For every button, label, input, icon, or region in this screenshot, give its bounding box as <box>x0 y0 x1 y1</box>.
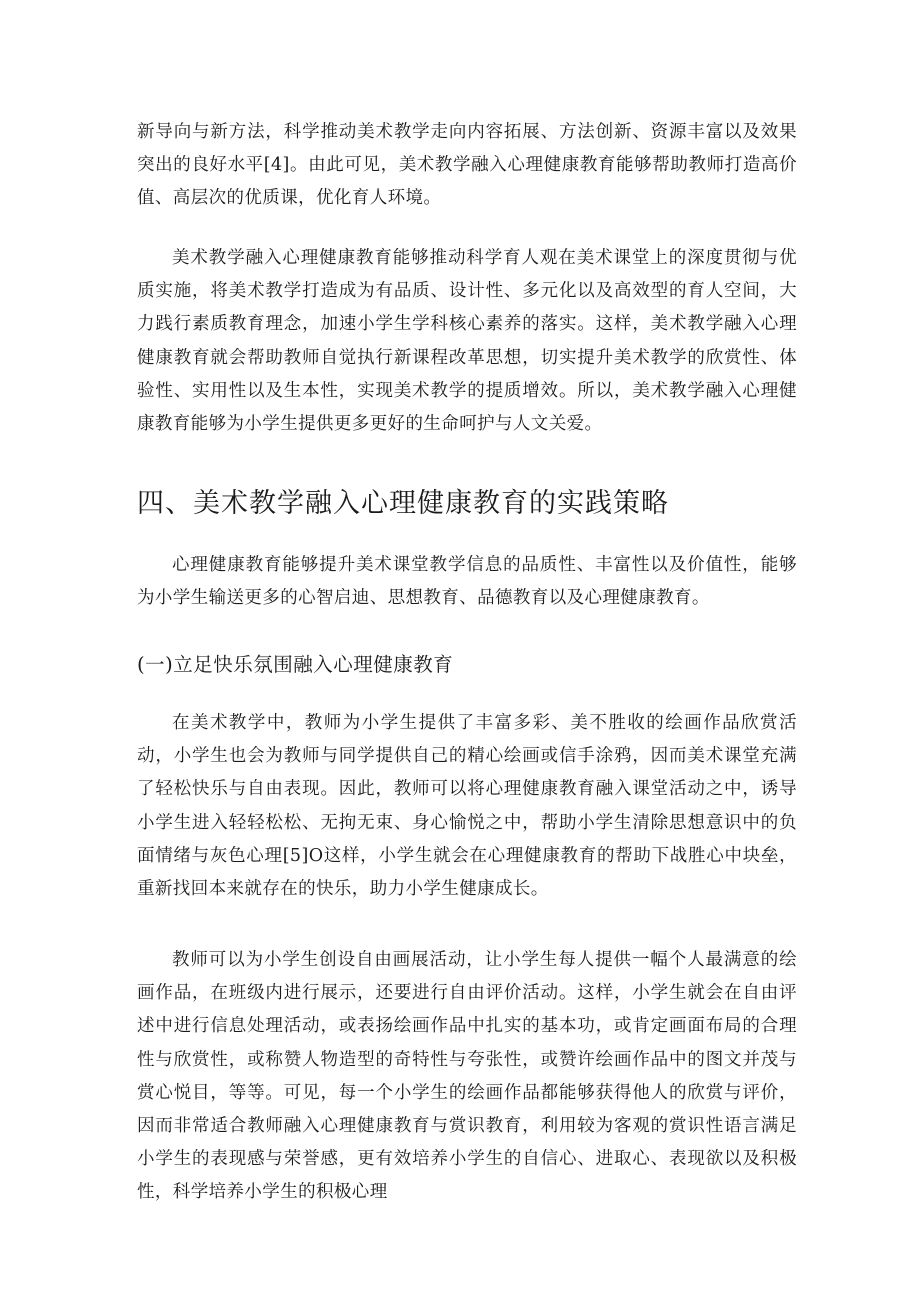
paragraph-continuation: 新导向与新方法，科学推动美术教学走向内容拓展、方法创新、资源丰富以及效果突出的良好水平[4]。由此可见，美术教学融入心理健康教育能够帮助教师打造高价值、高层次的优质课，优化育人环境。 <box>137 122 797 209</box>
paragraph-benefits: 美术教学融入心理健康教育能够推动科学育人观在美术课堂上的深度贯彻与优质实施，将美术教学打造成为有品质、设计性、多元化以及高效型的育人空间，大力践行素质教育理念，加速小学生学科核心素养的落实。这样，美术教学融入心理健康教育就会帮助教师自觉执行新课程改革思想，切实提升美术教学的欣赏性、体验性、实用性以及生本性，实现美术教学的提质增效。所以，美术教学融入心理健康教育能够为小学生提供更多更好的生命呵护与人文关爱。 <box>137 248 797 435</box>
paragraph-free-exhibition: 教师可以为小学生创设自由画展活动，让小学生每人提供一幅个人最满意的绘画作品，在班级内进行展示，还要进行自由评价活动。这样，小学生就会在自由评述中进行信息处理活动，或表扬绘画作品中扎实的基本功，或肯定画面布局的合理性与欣赏性，或称赞人物造型的奇特性与夸张性，或赞许绘画作品中的图文并茂与赏心悦目，等等。可见，每一个小学生的绘画作品都能够获得他人的欣赏与评价，因而非常适合教师融入心理健康教育与赏识教育，利用较为客观的赏识性语言满足小学生的表现感与荣誉感，更有效培养小学生的自信心、进取心、表现欲以及积极性，科学培养小学生的积极心理 <box>137 950 797 1203</box>
paragraph-section-intro: 心理健康教育能够提升美术课堂教学信息的品质性、丰富性以及价值性，能够为小学生输送更多的心智启迪、思想教育、品德教育以及心理健康教育。 <box>137 555 797 609</box>
paragraph-happy-atmosphere: 在美术教学中，教师为小学生提供了丰富多彩、美不胜收的绘画作品欣赏活动，小学生也会为教师与同学提供自己的精心绘画或信手涂鸦，因而美术课堂充满了轻松快乐与自由表现。因此，教师可以将心理健康教育融入课堂活动之中，诱导小学生进入轻轻松松、无拘无束、身心愉悦之中，帮助小学生清除思想意识中的负面情绪与灰色心理[5]O这样，小学生就会在心理健康教育的帮助下战胜心中块垒，重新找回本来就存在的快乐，助力小学生健康成长。 <box>137 713 797 900</box>
subsection-heading: (一)立足快乐氛围融入心理健康教育 <box>137 653 454 676</box>
section-heading: 四、美术教学融入心理健康教育的实践策略 <box>137 488 669 519</box>
